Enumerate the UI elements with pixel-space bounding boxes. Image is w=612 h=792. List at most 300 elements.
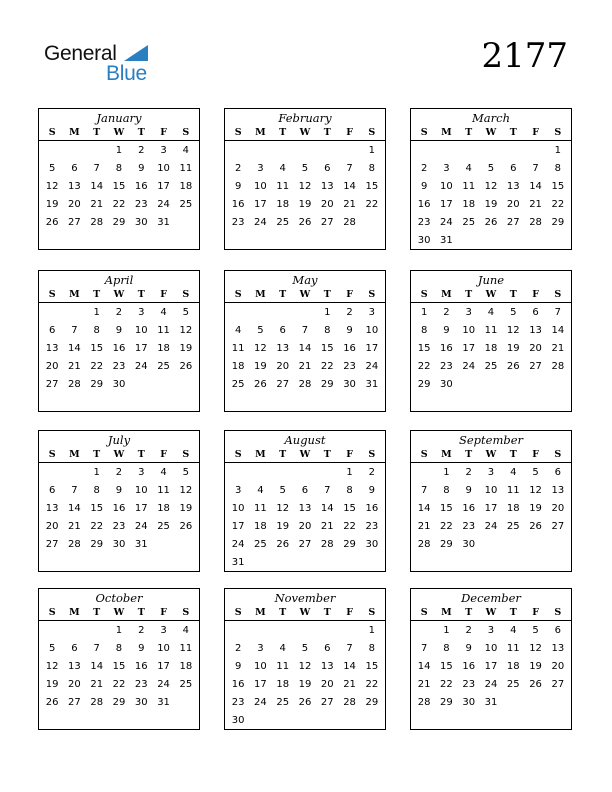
day-cell: 15 <box>320 343 334 354</box>
day-cell: 5 <box>48 163 56 174</box>
day-cell: 15 <box>417 343 431 354</box>
day-cell: 8 <box>443 643 450 654</box>
day-cell: 13 <box>320 181 334 192</box>
empty-day-cell <box>272 464 294 482</box>
day-cell: 6 <box>279 325 286 336</box>
day-grid <box>411 303 571 394</box>
day-cell: 7 <box>324 485 331 496</box>
weekday-header: T <box>465 127 473 138</box>
day-cell: 21 <box>320 521 334 532</box>
day-cell: 12 <box>179 485 193 496</box>
day-cell: 6 <box>324 163 331 174</box>
day-cell: 6 <box>301 485 309 496</box>
day-cell: 11 <box>179 643 193 654</box>
day-cell: 18 <box>506 503 520 514</box>
day-cell: 11 <box>231 343 245 354</box>
day-cell: 25 <box>276 697 290 708</box>
brand-logo <box>44 42 164 86</box>
day-cell: 14 <box>529 181 542 192</box>
day-cell: 20 <box>529 343 542 354</box>
weekday-header: T <box>93 127 101 138</box>
weekday-header: T <box>93 449 101 460</box>
day-cell: 20 <box>506 199 520 210</box>
day-cell: 5 <box>301 643 309 654</box>
day-cell: 27 <box>45 539 59 550</box>
day-cell: 11 <box>484 325 498 336</box>
day-cell: 2 <box>234 163 242 174</box>
day-cell: 14 <box>551 325 565 336</box>
day-cell: 29 <box>112 697 126 708</box>
day-cell: 5 <box>532 467 539 478</box>
empty-day-cell <box>41 622 63 640</box>
day-cell: 21 <box>298 361 312 372</box>
day-cell: 26 <box>45 697 59 708</box>
empty-day-cell <box>63 304 85 322</box>
day-cell: 4 <box>487 307 495 318</box>
day-cell: 30 <box>462 697 476 708</box>
day-cell: 29 <box>417 379 431 390</box>
day-cell: 20 <box>320 679 334 690</box>
day-cell: 13 <box>45 343 59 354</box>
day-cell: 17 <box>484 661 498 672</box>
empty-day-cell <box>316 142 338 160</box>
day-cell: 26 <box>506 361 520 372</box>
weekday-header-row <box>411 126 571 141</box>
day-cell: 20 <box>551 503 565 514</box>
day-cell: 6 <box>48 325 56 336</box>
day-cell: 31 <box>440 235 453 246</box>
day-cell: 10 <box>134 325 148 336</box>
weekday-header: T <box>93 607 101 618</box>
weekday-header: S <box>420 127 428 138</box>
day-cell: 12 <box>506 325 520 336</box>
weekday-header: W <box>485 607 497 618</box>
day-cell: 5 <box>532 625 539 636</box>
empty-day-cell <box>86 622 108 640</box>
day-cell: 19 <box>45 199 59 210</box>
weekday-header: M <box>255 607 266 618</box>
day-cell: 17 <box>231 521 245 532</box>
weekday-header: S <box>48 289 56 300</box>
day-cell: 21 <box>343 199 356 210</box>
empty-day-cell <box>41 464 63 482</box>
day-cell: 19 <box>298 679 312 690</box>
day-cell: 24 <box>440 217 453 228</box>
day-cell: 8 <box>443 485 450 496</box>
day-cell: 1 <box>368 145 376 156</box>
day-cell: 16 <box>462 661 476 672</box>
day-cell: 25 <box>231 379 245 390</box>
month-title: September <box>458 433 524 447</box>
weekday-header: T <box>509 449 517 460</box>
month-may <box>224 270 386 412</box>
day-cell: 31 <box>365 379 379 390</box>
day-cell: 20 <box>45 521 59 532</box>
day-cell: 18 <box>157 343 170 354</box>
day-cell: 9 <box>234 181 242 192</box>
day-cell: 26 <box>276 539 290 550</box>
weekday-header-row <box>225 126 385 141</box>
empty-day-cell <box>63 622 85 640</box>
day-cell: 3 <box>487 625 495 636</box>
day-grid <box>411 621 571 712</box>
weekday-header: F <box>346 449 353 460</box>
day-cell: 13 <box>298 503 312 514</box>
day-cell: 6 <box>554 625 562 636</box>
weekday-header: M <box>441 607 452 618</box>
day-cell: 31 <box>157 217 170 228</box>
day-cell: 10 <box>484 485 498 496</box>
empty-day-cell <box>316 464 338 482</box>
day-cell: 19 <box>45 679 59 690</box>
month-october <box>38 588 200 730</box>
day-cell: 29 <box>90 539 104 550</box>
day-cell: 28 <box>529 217 542 228</box>
day-cell: 9 <box>234 661 242 672</box>
day-cell: 10 <box>365 325 379 336</box>
day-cell: 5 <box>257 325 264 336</box>
empty-day-cell <box>227 622 249 640</box>
day-cell: 12 <box>529 643 542 654</box>
day-cell: 2 <box>234 643 242 654</box>
day-cell: 27 <box>298 539 312 550</box>
weekday-header: S <box>368 449 376 460</box>
day-cell: 24 <box>231 539 245 550</box>
day-cell: 22 <box>417 361 431 372</box>
day-cell: 15 <box>440 661 453 672</box>
month-march <box>410 108 572 250</box>
day-cell: 23 <box>462 521 476 532</box>
day-cell: 1 <box>368 625 376 636</box>
day-cell: 17 <box>365 343 379 354</box>
day-cell: 24 <box>134 521 148 532</box>
day-cell: 3 <box>368 307 376 318</box>
day-cell: 11 <box>462 181 476 192</box>
day-cell: 24 <box>157 679 170 690</box>
day-cell: 28 <box>343 697 356 708</box>
weekday-header: T <box>137 449 145 460</box>
day-cell: 31 <box>484 697 498 708</box>
weekday-header: F <box>160 607 167 618</box>
day-cell: 19 <box>529 503 542 514</box>
day-cell: 12 <box>45 661 59 672</box>
month-june <box>410 270 572 412</box>
weekday-header: M <box>69 127 80 138</box>
month-title: May <box>292 273 318 287</box>
day-cell: 9 <box>420 181 428 192</box>
day-cell: 18 <box>276 679 290 690</box>
weekday-header-row <box>411 288 571 303</box>
weekday-header: T <box>509 289 517 300</box>
day-cell: 17 <box>134 503 148 514</box>
weekday-header: W <box>299 607 311 618</box>
day-cell: 30 <box>365 539 379 550</box>
day-cell: 13 <box>551 485 565 496</box>
month-september <box>410 430 572 572</box>
day-cell: 30 <box>343 379 356 390</box>
day-cell: 31 <box>157 697 170 708</box>
day-cell: 25 <box>484 361 498 372</box>
empty-day-cell <box>272 142 294 160</box>
day-cell: 25 <box>254 539 267 550</box>
day-cell: 23 <box>440 361 453 372</box>
day-cell: 17 <box>254 199 267 210</box>
day-cell: 14 <box>68 343 81 354</box>
day-cell: 20 <box>68 199 81 210</box>
logo-text-general: General <box>44 42 117 65</box>
day-cell: 11 <box>157 485 170 496</box>
day-cell: 26 <box>45 217 59 228</box>
weekday-header: F <box>346 127 353 138</box>
day-cell: 23 <box>417 217 431 228</box>
weekday-header-row <box>411 448 571 463</box>
day-cell: 4 <box>465 163 472 174</box>
day-cell: 8 <box>420 325 428 336</box>
day-cell: 7 <box>71 325 78 336</box>
day-cell: 19 <box>179 343 193 354</box>
day-cell: 28 <box>551 361 565 372</box>
day-cell: 28 <box>298 379 312 390</box>
day-cell: 11 <box>179 163 193 174</box>
weekday-header: S <box>182 449 190 460</box>
day-cell: 18 <box>179 181 193 192</box>
empty-day-cell <box>272 622 294 640</box>
empty-day-cell <box>338 622 360 640</box>
day-cell: 1 <box>324 307 331 318</box>
day-cell: 10 <box>157 643 170 654</box>
day-cell: 9 <box>368 485 376 496</box>
day-cell: 15 <box>112 181 126 192</box>
day-cell: 16 <box>231 679 245 690</box>
day-cell: 17 <box>134 343 148 354</box>
day-cell: 12 <box>529 485 542 496</box>
day-cell: 19 <box>484 199 498 210</box>
empty-day-cell <box>249 622 271 640</box>
day-grid <box>225 621 385 730</box>
day-cell: 22 <box>343 521 356 532</box>
day-cell: 28 <box>320 539 334 550</box>
weekday-header: T <box>137 607 145 618</box>
day-cell: 17 <box>440 199 453 210</box>
day-cell: 4 <box>182 145 190 156</box>
day-cell: 12 <box>276 503 290 514</box>
day-cell: 29 <box>365 697 379 708</box>
day-cell: 27 <box>320 217 334 228</box>
day-cell: 3 <box>234 485 242 496</box>
day-cell: 7 <box>71 485 78 496</box>
day-cell: 22 <box>365 199 379 210</box>
day-grid <box>39 141 199 232</box>
day-cell: 18 <box>231 361 245 372</box>
day-cell: 13 <box>529 325 542 336</box>
weekday-header: S <box>368 289 376 300</box>
day-cell: 22 <box>320 361 334 372</box>
empty-day-cell <box>413 142 435 160</box>
day-cell: 26 <box>254 379 267 390</box>
day-cell: 26 <box>179 361 193 372</box>
day-cell: 30 <box>440 379 453 390</box>
weekday-header: M <box>255 289 266 300</box>
day-cell: 21 <box>551 343 565 354</box>
logo-triangle-icon <box>124 45 148 61</box>
month-december <box>410 588 572 730</box>
day-cell: 30 <box>134 697 148 708</box>
day-cell: 2 <box>138 145 145 156</box>
day-cell: 29 <box>551 217 565 228</box>
day-cell: 24 <box>484 521 498 532</box>
month-title: October <box>95 591 143 605</box>
day-cell: 5 <box>279 485 286 496</box>
day-cell: 7 <box>532 163 539 174</box>
day-cell: 2 <box>138 625 145 636</box>
day-cell: 30 <box>231 715 245 726</box>
day-cell: 27 <box>45 379 59 390</box>
day-cell: 15 <box>365 661 379 672</box>
day-cell: 4 <box>510 467 517 478</box>
day-cell: 29 <box>343 539 356 550</box>
day-cell: 23 <box>231 697 245 708</box>
day-cell: 26 <box>298 697 312 708</box>
day-cell: 27 <box>551 679 565 690</box>
day-cell: 5 <box>301 163 309 174</box>
day-cell: 27 <box>506 217 520 228</box>
day-cell: 16 <box>112 503 126 514</box>
day-cell: 21 <box>343 679 356 690</box>
day-cell: 14 <box>343 661 356 672</box>
day-cell: 15 <box>112 661 126 672</box>
day-cell: 30 <box>417 235 431 246</box>
day-cell: 22 <box>90 361 104 372</box>
day-cell: 10 <box>254 661 267 672</box>
day-cell: 19 <box>276 521 290 532</box>
day-cell: 22 <box>112 199 126 210</box>
day-cell: 16 <box>343 343 356 354</box>
weekday-header: T <box>465 607 473 618</box>
day-cell: 8 <box>324 325 331 336</box>
day-cell: 19 <box>254 361 267 372</box>
day-cell: 9 <box>465 643 472 654</box>
day-cell: 11 <box>276 661 290 672</box>
day-cell: 15 <box>551 181 565 192</box>
day-cell: 10 <box>484 643 498 654</box>
day-cell: 25 <box>462 217 476 228</box>
day-cell: 11 <box>157 325 170 336</box>
empty-day-cell <box>63 464 85 482</box>
weekday-header: S <box>182 289 190 300</box>
day-cell: 4 <box>257 485 264 496</box>
day-cell: 24 <box>365 361 379 372</box>
empty-day-cell <box>272 304 294 322</box>
empty-day-cell <box>41 142 63 160</box>
day-cell: 6 <box>532 307 539 318</box>
day-cell: 1 <box>115 625 123 636</box>
day-cell: 7 <box>554 307 562 318</box>
weekday-header: S <box>234 289 242 300</box>
day-cell: 27 <box>276 379 290 390</box>
day-cell: 12 <box>484 181 498 192</box>
weekday-header: S <box>234 127 242 138</box>
day-cell: 24 <box>254 697 267 708</box>
weekday-header: M <box>255 127 266 138</box>
weekday-header: S <box>368 607 376 618</box>
day-cell: 3 <box>160 625 167 636</box>
weekday-header: M <box>69 449 80 460</box>
day-cell: 1 <box>93 467 100 478</box>
month-title: June <box>477 273 505 287</box>
weekday-header: T <box>323 449 331 460</box>
day-cell: 20 <box>68 679 81 690</box>
day-cell: 25 <box>179 679 193 690</box>
weekday-header-row <box>225 288 385 303</box>
weekday-header: W <box>113 607 125 618</box>
day-cell: 25 <box>179 199 193 210</box>
day-cell: 5 <box>182 307 190 318</box>
weekday-header: S <box>368 127 376 138</box>
day-cell: 23 <box>134 199 148 210</box>
day-cell: 3 <box>138 307 145 318</box>
day-cell: 19 <box>298 199 312 210</box>
month-title: July <box>107 433 131 447</box>
day-cell: 9 <box>346 325 353 336</box>
day-cell: 11 <box>506 643 520 654</box>
day-cell: 24 <box>462 361 476 372</box>
weekday-header-row <box>411 606 571 621</box>
weekday-header: M <box>255 449 266 460</box>
day-cell: 25 <box>157 521 170 532</box>
weekday-header: T <box>323 289 331 300</box>
day-grid <box>39 303 199 394</box>
day-cell: 27 <box>529 361 542 372</box>
day-cell: 2 <box>115 467 123 478</box>
weekday-header: T <box>137 289 145 300</box>
day-cell: 2 <box>443 307 450 318</box>
day-cell: 16 <box>231 199 245 210</box>
day-cell: 20 <box>298 521 312 532</box>
day-cell: 30 <box>112 539 126 550</box>
day-cell: 1 <box>93 307 100 318</box>
day-cell: 10 <box>254 181 267 192</box>
weekday-header: S <box>48 607 56 618</box>
day-cell: 10 <box>462 325 476 336</box>
weekday-header: S <box>182 607 190 618</box>
weekday-header: W <box>485 289 497 300</box>
day-cell: 27 <box>551 521 565 532</box>
day-cell: 18 <box>462 199 476 210</box>
day-cell: 22 <box>440 679 453 690</box>
weekday-header: F <box>532 449 539 460</box>
weekday-header: T <box>137 127 145 138</box>
day-cell: 28 <box>68 379 81 390</box>
day-cell: 21 <box>90 679 104 690</box>
day-cell: 7 <box>301 325 309 336</box>
year-title: 2177 <box>481 36 568 76</box>
weekday-header: S <box>554 289 562 300</box>
month-title: February <box>278 111 332 125</box>
weekday-header: F <box>346 289 353 300</box>
weekday-header: W <box>299 127 311 138</box>
weekday-header: S <box>182 127 190 138</box>
day-cell: 2 <box>465 625 472 636</box>
day-cell: 16 <box>134 661 148 672</box>
day-cell: 26 <box>484 217 498 228</box>
day-cell: 28 <box>90 697 104 708</box>
empty-day-cell <box>86 142 108 160</box>
day-cell: 14 <box>298 343 312 354</box>
empty-day-cell <box>338 142 360 160</box>
day-grid <box>411 463 571 554</box>
month-april <box>38 270 200 412</box>
day-cell: 10 <box>231 503 245 514</box>
